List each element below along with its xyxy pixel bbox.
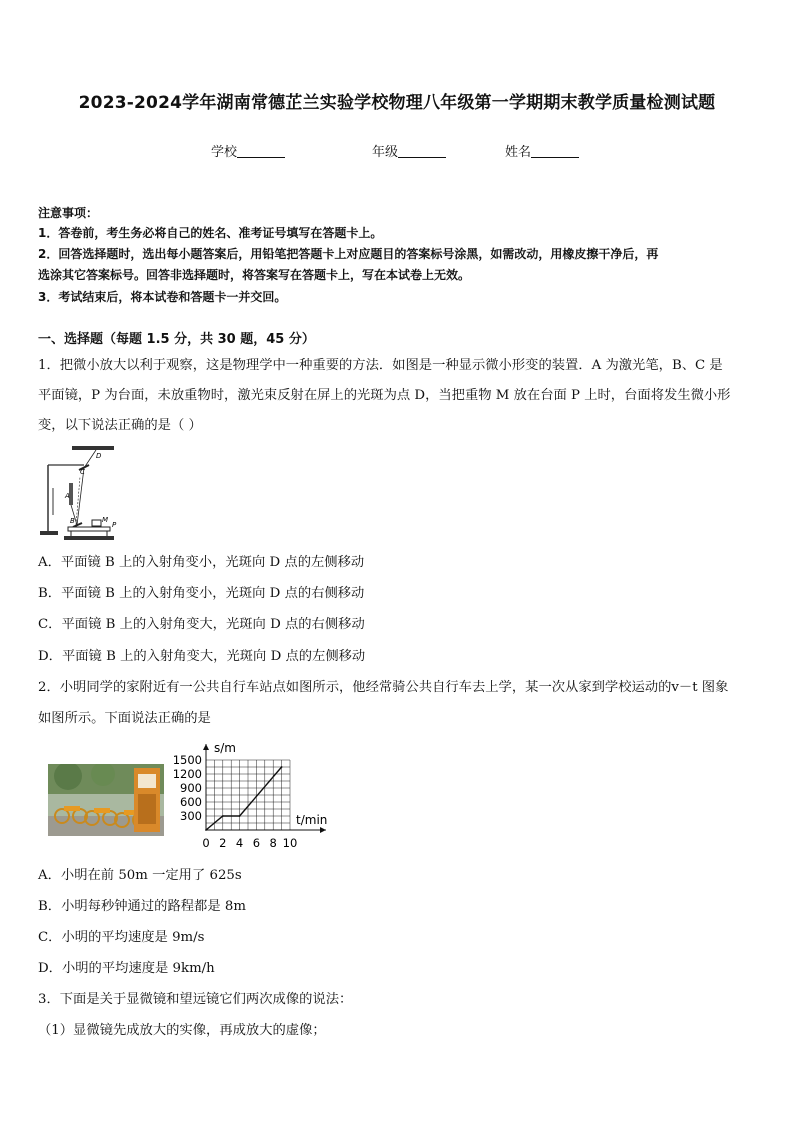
notice-heading: 注意事项： xyxy=(38,206,99,220)
q1-stem-line: 1．把微小放大以利于观察，这是物理学中一种重要的方法．如图是一种显示微小形变的装置．A 为激光笔，B、C 是 xyxy=(38,358,723,373)
q1-stem-line: 变，以下说法正确的是（ ） xyxy=(38,418,202,433)
table-p xyxy=(68,527,110,531)
series-point xyxy=(239,815,241,817)
page-title: 2023-2024学年湖南常德芷兰实验学校物理八年级第一学期期末教学质量检测试题 xyxy=(78,93,716,113)
q2-stem-line: 如图所示。下面说法正确的是 xyxy=(38,711,211,726)
q2-stem-line: 2．小明同学的家附近有一公共自行车站点如图所示，他经常骑公共自行车去上学，某一次从家到学校运动的v－t 图象 xyxy=(38,680,729,695)
school-label: 学校 xyxy=(211,145,238,160)
name-label: 姓名 xyxy=(505,145,532,160)
x-axis-label: t/min xyxy=(296,813,328,827)
y-axis-label: s/m xyxy=(214,741,236,755)
series-point xyxy=(281,766,283,768)
s-t-graph xyxy=(170,740,340,852)
label-p: P xyxy=(112,521,117,529)
grade-label: 年级 xyxy=(372,145,399,160)
weight-m xyxy=(92,520,101,526)
notice-item: 2．回答选择题时，选出每小题答案后，用铅笔把答题卡上对应题目的答案标号涂黑，如需改动，用橡皮擦干净后，再 xyxy=(38,247,659,261)
chart-series xyxy=(205,766,282,831)
label-b: B xyxy=(70,517,75,525)
x-tick-label: 0 xyxy=(202,836,210,850)
y-tick-label: 600 xyxy=(180,795,202,809)
x-tick-label: 2 xyxy=(219,836,227,850)
q1-option-c: C．平面镜 B 上的入射角变大，光斑向 D 点的右侧移动 xyxy=(38,617,365,632)
q1-option-b: B．平面镜 B 上的入射角变小，光斑向 D 点的右侧移动 xyxy=(38,586,365,601)
series-line xyxy=(206,767,282,830)
school-field xyxy=(211,141,285,160)
x-tick-label: 8 xyxy=(269,836,277,850)
y-tick-label: 1500 xyxy=(172,753,202,767)
chart-ticks xyxy=(173,753,298,850)
section-heading: 一、选择题（每题 1.5 分，共 30 题，45 分） xyxy=(38,332,315,347)
name-field xyxy=(505,141,579,160)
x-axis-arrow xyxy=(320,827,326,833)
notice-item: 1．答卷前，考生务必将自己的姓名、准考证号填写在答题卡上。 xyxy=(38,226,383,240)
grade-field xyxy=(372,141,446,160)
y-tick-label: 1200 xyxy=(172,767,202,781)
q1-laser-device-figure xyxy=(38,443,122,543)
x-tick-label: 10 xyxy=(282,836,298,850)
q1-option-d: D．平面镜 B 上的入射角变大，光斑向 D 点的左侧移动 xyxy=(38,649,366,664)
q3-statement-1: （1）显微镜先成放大的实像，再成放大的虚像； xyxy=(38,1023,326,1038)
name-blank xyxy=(531,145,579,158)
label-m: M xyxy=(102,516,109,524)
label-a: A xyxy=(65,492,70,500)
school-blank xyxy=(237,145,285,158)
q3-stem-line: 3．下面是关于显微镜和望远镜它们两次成像的说法： xyxy=(38,992,353,1007)
q2-option-a: A．小明在前 50m 一定用了 625s xyxy=(38,868,242,883)
q2-option-d: D．小明的平均速度是 9km/h xyxy=(38,961,215,976)
bike-station-photo xyxy=(48,764,164,836)
x-tick-label: 6 xyxy=(252,836,261,850)
y-axis-arrow xyxy=(203,744,209,750)
series-point xyxy=(222,815,224,817)
grade-blank xyxy=(398,145,446,158)
q1-stem-line: 平面镜，P 为台面，未放重物时，激光束反射在屏上的光斑为点 D，当把重物 M 放在台面 P 上时，台面将发生微小形 xyxy=(38,388,731,403)
q1-option-a: A．平面镜 B 上的入射角变小，光斑向 D 点的左侧移动 xyxy=(38,555,365,570)
q2-option-b: B．小明每秒钟通过的路程都是 8m xyxy=(38,899,246,914)
notice-item: 3．考试结束后，将本试卷和答题卡一并交回。 xyxy=(38,290,287,304)
y-tick-label: 900 xyxy=(180,781,202,795)
notice-item: 选涂其它答案标号。回答非选择题时，将答案写在答题卡上，写在本试卷上无效。 xyxy=(38,268,471,282)
label-c: C xyxy=(80,468,85,476)
q2-option-c: C．小明的平均速度是 9m/s xyxy=(38,930,205,945)
y-tick-label: 300 xyxy=(180,809,202,823)
screen xyxy=(72,446,114,450)
series-point xyxy=(205,829,207,831)
label-d: D xyxy=(96,452,102,460)
x-tick-label: 4 xyxy=(235,836,244,850)
